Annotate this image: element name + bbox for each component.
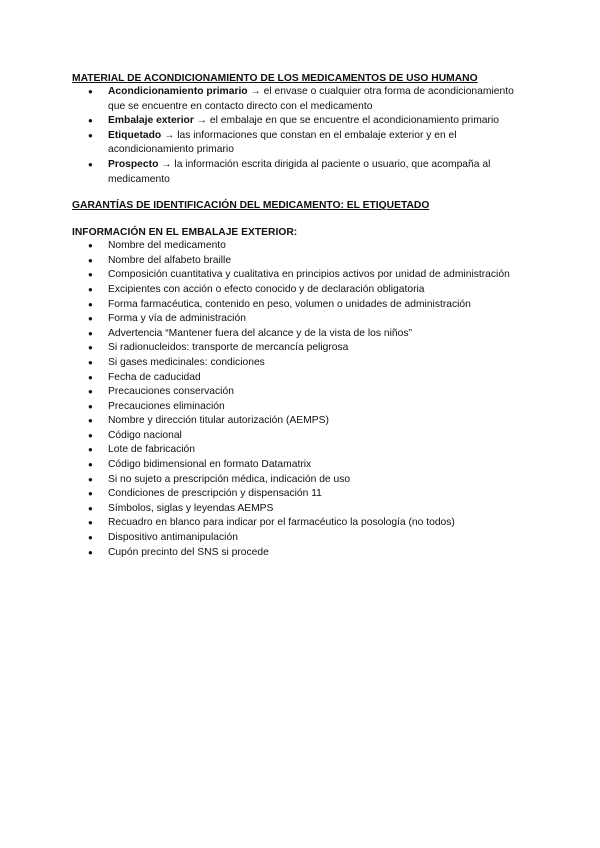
bullet-icon: ●: [88, 314, 93, 324]
bullet-icon: ●: [88, 518, 93, 528]
list-item: ● Fecha de caducidad: [72, 371, 532, 386]
bullet-icon: ●: [88, 116, 93, 126]
bullet-icon: ●: [88, 416, 93, 426]
definition-text: las informaciones que constan en el embalaje exterior y en el acondicionamiento primario: [108, 129, 457, 156]
bullet-icon: ●: [88, 503, 93, 513]
list-item: ● Símbolos, siglas y leyendas AEMPS: [72, 502, 532, 517]
list-item: [72, 158, 532, 187]
bullet-icon: ●: [88, 387, 93, 397]
list-item: ● Código nacional: [72, 429, 532, 444]
list-item: ● Nombre del alfabeto braille: [72, 254, 532, 269]
list-item: [72, 114, 532, 129]
list-item: ● Precauciones eliminación: [72, 400, 532, 415]
arrow-icon: →: [161, 158, 172, 170]
bullet-icon: ●: [88, 241, 93, 251]
embalaje-info-list: [72, 239, 532, 560]
bullet-icon: ●: [88, 401, 93, 411]
list-item: ● Forma y vía de administración: [72, 312, 532, 327]
bullet-icon: ●: [88, 533, 93, 543]
definition-term: Etiquetado: [108, 129, 162, 141]
list-item: ● Nombre y dirección titular autorización (AEMPS): [72, 414, 532, 429]
definition-term: Embalaje exterior: [108, 115, 194, 127]
definition-text: el embalaje en que se encuentre el acondicionamiento primario: [209, 115, 499, 127]
bullet-icon: ●: [88, 372, 93, 382]
list-item: ● Dispositivo antimanipulación: [72, 531, 532, 546]
bullet-icon: ●: [88, 547, 93, 557]
list-item: ● Excipientes con acción o efecto conocido y de declaración obligatoria: [72, 283, 532, 298]
section-heading-material: MATERIAL DE ACONDICIONAMIENTO DE LOS MEDICAMENTOS DE USO HUMANO: [72, 73, 478, 84]
arrow-icon: →: [196, 115, 208, 127]
section-heading-garantias: GARANTÍAS DE IDENTIFICACIÓN DEL MEDICAMENTO: EL ETIQUETADO: [72, 200, 430, 212]
arrow-icon: →: [250, 86, 261, 97]
list-item: ● Condiciones de prescripción y dispensación 11: [72, 487, 532, 502]
list-item: ● Lote de fabricación: [72, 443, 532, 458]
definition-text: el envase o cualquier otra forma de acondicionamiento que se encuentre en contacto directo con el medicamento: [108, 86, 514, 112]
list-item: ● Si gases medicinales: condiciones: [72, 356, 532, 371]
list-item: ● Forma farmacéutica, contenido en peso, volumen o unidades de administración: [72, 298, 532, 313]
list-item: ● Si no sujeto a prescripción médica, indicación de uso: [72, 473, 532, 488]
list-item: ● Nombre del medicamento: [72, 239, 532, 254]
list-item: ● Código bidimensional en formato Datamatrix: [72, 458, 532, 473]
bullet-icon: ●: [88, 255, 93, 265]
bullet-icon: ●: [88, 159, 93, 169]
bullet-icon: ●: [88, 460, 93, 470]
bullet-icon: ●: [88, 130, 93, 140]
definitions-list: [72, 85, 532, 187]
bullet-icon: ●: [88, 299, 93, 309]
bullet-icon: ●: [88, 357, 93, 367]
bullet-icon: ●: [88, 445, 93, 455]
bullet-icon: ●: [88, 87, 93, 96]
list-item: ● Cupón precinto del SNS si procede: [72, 546, 532, 561]
definition-text: la información escrita dirigida al paciente o usuario, que acompaña al medicamento: [108, 158, 491, 185]
arrow-icon: →: [164, 129, 175, 141]
list-item: ● Recuadro en blanco para indicar por el farmacéutico la posología (no todos): [72, 516, 532, 531]
bullet-icon: ●: [88, 270, 93, 280]
definition-term: Prospecto: [108, 158, 159, 170]
definition-term: Acondicionamiento primario: [108, 86, 248, 97]
bullet-icon: ●: [88, 284, 93, 294]
bullet-icon: ●: [88, 489, 93, 499]
list-item: ● Si radionucleidos: transporte de mercancía peligrosa: [72, 341, 532, 356]
list-item: ● Composición cuantitativa y cualitativa en principios activos por unidad de administración: [72, 268, 532, 283]
list-item: [72, 85, 532, 114]
bullet-icon: ●: [88, 430, 93, 440]
list-item: ● Precauciones conservación: [72, 385, 532, 400]
bullet-icon: ●: [88, 343, 93, 353]
bullet-icon: ●: [88, 474, 93, 484]
list-item: [72, 129, 532, 158]
bullet-icon: ●: [88, 328, 93, 338]
document-content: [72, 72, 532, 560]
section-heading-embalaje: INFORMACIÓN EN EL EMBALAJE EXTERIOR:: [72, 227, 298, 239]
list-item: ● Advertencia “Mantener fuera del alcance y de la vista de los niños”: [72, 327, 532, 342]
